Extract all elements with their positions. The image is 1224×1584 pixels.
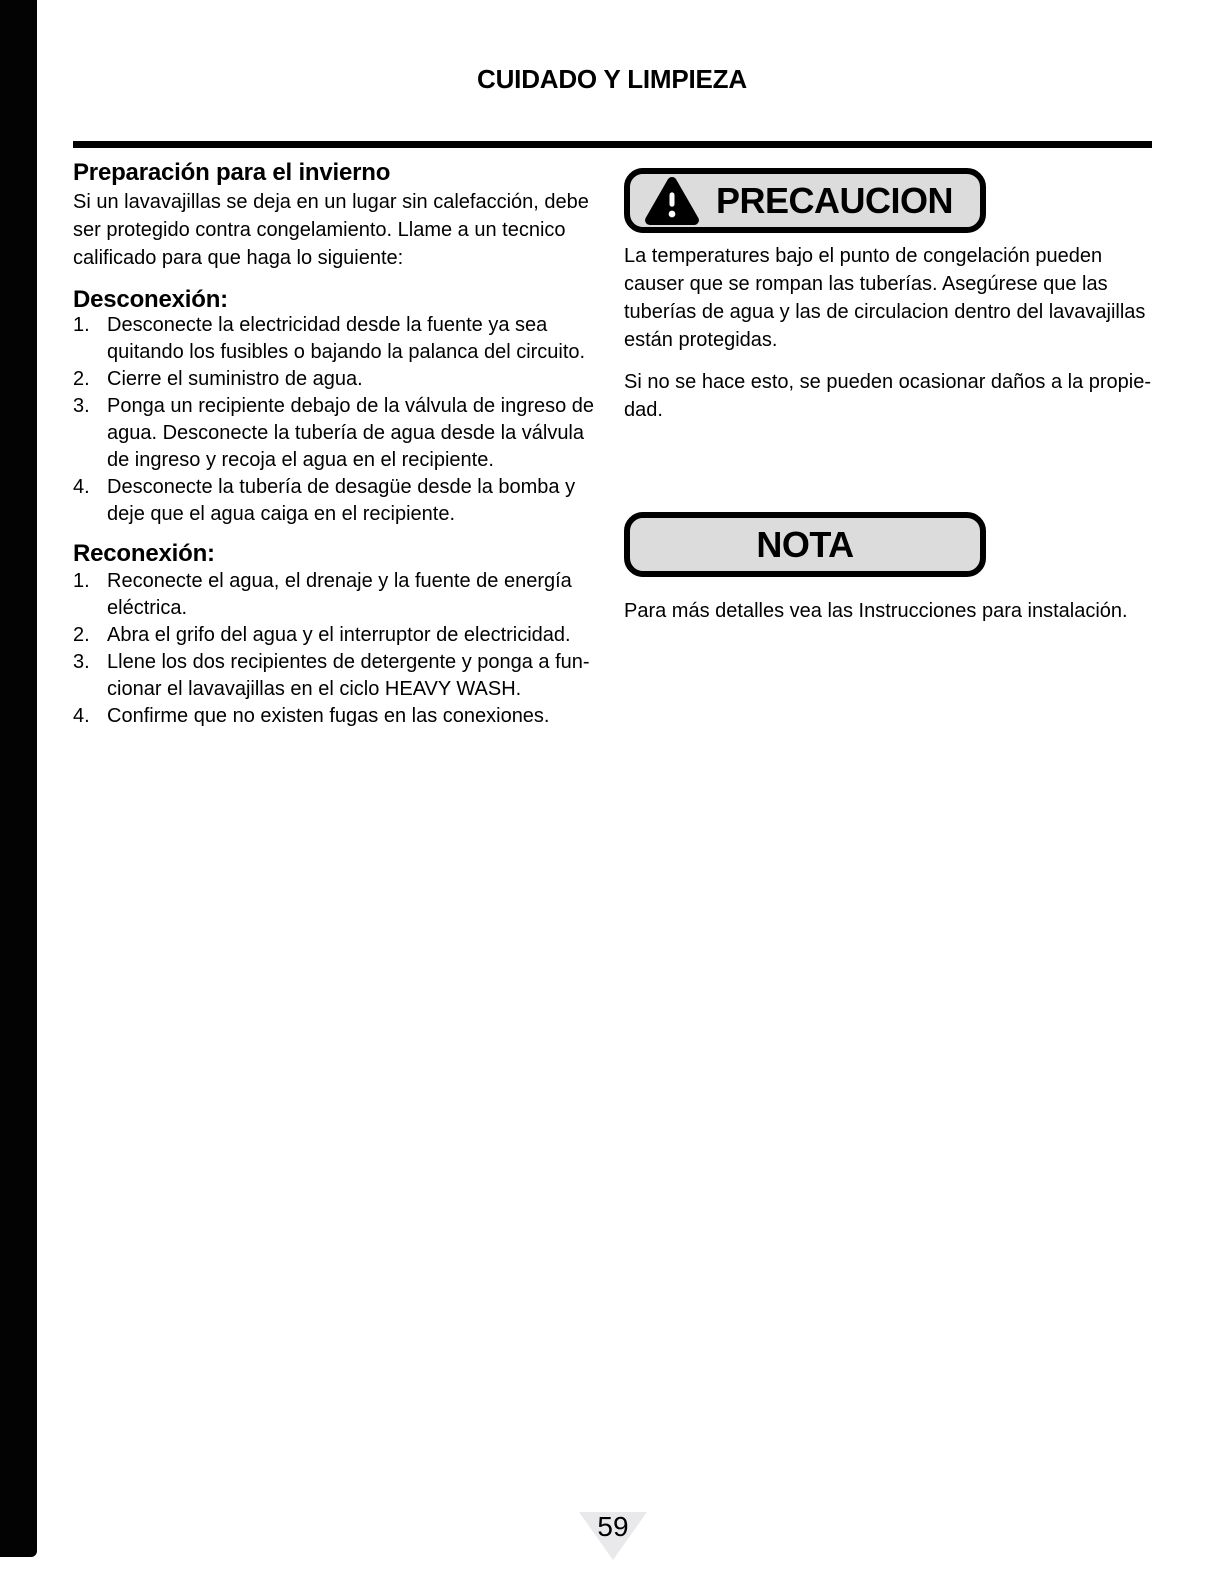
list-item [73,312,594,366]
paragraph-line: calificado para que haga lo siguiente: [73,247,404,269]
list-item [73,366,594,393]
divider-rule [73,141,1152,148]
paragraph-line: están protegidas. [624,329,778,351]
list-line: Cierre el suministro de agua. [107,368,363,390]
scan-edge-bar [0,0,37,1557]
list-number: 3. [73,651,90,673]
list-number: 2. [73,624,90,646]
paragraph-line: Si un lavavajillas se deja en un lugar sin calefacción, debe [73,191,589,213]
list-item [73,393,594,474]
list-item [73,474,594,528]
list-number: 4. [73,705,90,727]
reconnect-list [73,568,590,730]
caution-paragraph-2 [624,368,1151,424]
paragraph-line: causer que se rompan las tuberías. Asegúrese que las [624,273,1108,295]
list-line: Confirme que no existen fugas en las conexiones. [107,705,550,727]
list-line: Abra el grifo del agua y el interruptor de electricidad. [107,624,571,646]
section-heading-reconnect: Reconexión: [73,540,215,567]
paragraph-line: La temperatures bajo el punto de congelación pueden [624,245,1103,267]
list-number: 1. [73,570,90,592]
paragraph-line: dad. [624,399,663,421]
list-line: cionar el lavavajillas en el ciclo HEAVY WASH. [107,678,522,700]
caution-label: PRECAUCION [716,179,954,221]
list-line: de ingreso y recoja el agua en el recipiente. [107,449,494,471]
list-number: 2. [73,368,90,390]
note-paragraph [624,597,1128,625]
list-item [73,622,590,649]
warning-triangle-icon [644,176,700,226]
page-title: CUIDADO Y LIMPIEZA [477,64,747,94]
paragraph-line: Si no se hace esto, se pueden ocasionar daños a la propie- [624,371,1152,393]
list-item [73,568,590,622]
list-number: 3. [73,395,90,417]
paragraph-line: tuberías de agua y las de circulacion dentro del lavavajillas [624,301,1146,323]
section-heading-disconnect: Desconexión: [73,286,228,313]
caution-paragraph [624,242,1145,354]
caution-callout [624,168,986,233]
list-item [73,703,590,730]
disconnect-list [73,312,594,528]
section-winter-prep [73,158,589,272]
page-number: 59 [597,1511,629,1542]
list-line: deje que el agua caiga en el recipiente. [107,503,456,525]
list-line: Reconecte el agua, el drenaje y la fuente de energía [107,570,572,592]
list-line: Desconecte la tubería de desagüe desde la bomba y [107,476,576,498]
section-heading: Preparación para el invierno [73,159,391,186]
list-line: Desconecte la electricidad desde la fuente ya sea [107,314,548,336]
list-line: quitando los fusibles o bajando la palanca del circuito. [107,341,586,363]
list-line: Ponga un recipiente debajo de la válvula de ingreso de [107,395,595,417]
list-line: Llene los dos recipientes de detergente y ponga a fun- [107,651,590,673]
list-line: agua. Desconecte la tubería de agua desde la válvula [107,422,585,444]
paragraph-line: Para más detalles vea las Instrucciones para instalación. [624,600,1128,622]
list-number: 1. [73,314,90,336]
list-number: 4. [73,476,90,498]
nota-label: NOTA [756,523,854,565]
list-line: eléctrica. [107,597,188,619]
list-item [73,649,590,703]
paragraph-line: ser protegido contra congelamiento. Llame a un tecnico [73,219,566,241]
paragraph [73,188,589,272]
nota-callout [624,512,986,577]
